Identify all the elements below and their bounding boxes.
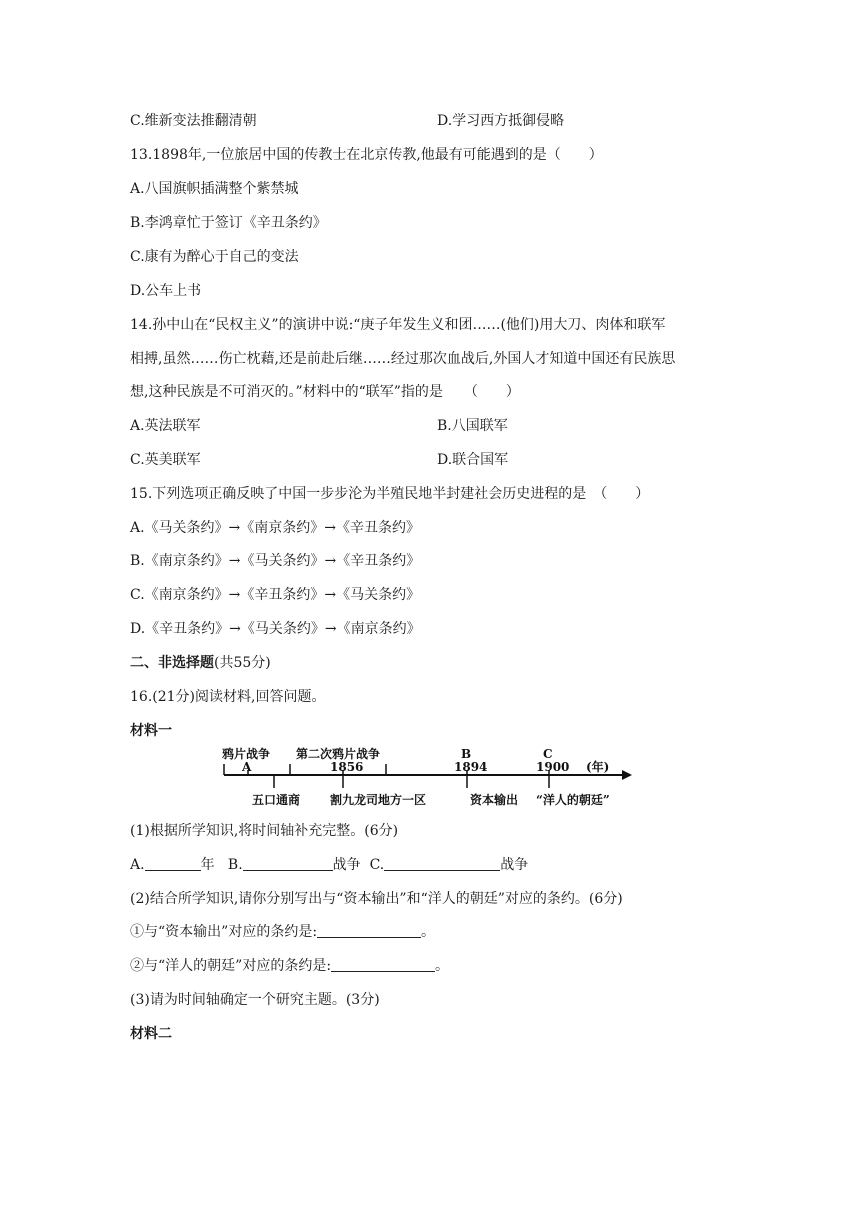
material-2-label: 材料二 — [130, 1026, 172, 1042]
q16-sub2-1 — [130, 922, 435, 942]
label-year-1856: 1856 — [330, 760, 364, 774]
sub2-1-blank[interactable] — [317, 922, 421, 938]
q14-option-a: A.英法联军 — [130, 418, 201, 434]
sub2-2-text: ②与“洋人的朝廷”对应的条约是: — [130, 958, 332, 974]
q13-option-d: D.公车上书 — [130, 283, 202, 299]
q15-stem: 15.下列选项正确反映了中国一步步沦为半殖民地半封建社会历史进程的是 （ ） — [130, 486, 650, 502]
label-b: B — [461, 747, 472, 761]
fill-c-prefix: C. — [369, 857, 385, 873]
sub2-1-text: ①与“资本输出”对应的条约是: — [130, 924, 318, 940]
q13-option-b: B.李鸿章忙于签订《辛丑条约》 — [130, 215, 327, 231]
fill-a-prefix: A. — [130, 857, 145, 873]
label-capital-export: 资本输出 — [470, 793, 519, 807]
fill-b-prefix: B. — [227, 857, 243, 873]
sub2-2-blank[interactable] — [331, 956, 435, 972]
timeline-arrow-icon — [622, 770, 632, 780]
label-a: A — [242, 760, 252, 774]
q15-option-a: A.《马关条约》→《南京条约》→《辛丑条约》 — [130, 520, 421, 536]
q16-sub1-fill — [130, 855, 528, 875]
label-opium-war: 鸦片战争 — [222, 747, 271, 761]
q13-option-c: C.康有为醉心于自己的变法 — [130, 249, 299, 265]
label-second-opium-war: 第二次鸦片战争 — [296, 747, 381, 761]
history-timeline — [220, 744, 640, 810]
section-title: 二、非选择题 — [130, 655, 214, 671]
q15-option-b: B.《南京条约》→《马关条约》→《辛丑条约》 — [130, 553, 421, 569]
fill-b-blank[interactable] — [243, 855, 333, 871]
q16-sub1: (1)根据所学知识,将时间轴补充完整。(6分) — [130, 823, 399, 839]
q13-stem: 13.1898年,一位旅居中国的传教士在北京传教,他最有可能遇到的是（ ） — [130, 147, 603, 163]
q15-option-c: C.《南京条约》→《辛丑条约》→《马关条约》 — [130, 587, 421, 603]
sub2-1-period: 。 — [421, 924, 436, 940]
q14-option-c: C.英美联军 — [130, 452, 201, 468]
q16-sub2: (2)结合所学知识,请你分别写出与“资本输出”和“洋人的朝廷”对应的条约。(6分) — [130, 891, 623, 907]
fill-c-suffix: 战争 — [500, 857, 529, 873]
label-year-1894: 1894 — [454, 760, 488, 774]
q16-sub2-2 — [130, 956, 449, 976]
q16-stem: 16.(21分)阅读材料,回答问题。 — [130, 689, 326, 705]
label-year-unit: (年) — [586, 760, 610, 774]
label-foreigners-court: “洋人的朝廷” — [536, 793, 610, 807]
q12-option-d: D.学习西方抵御侵略 — [437, 113, 565, 129]
q14-stem-line: 相搏,虽然……伤亡枕藉,还是前赴后继……经过那次血战后,外国人才知道中国还有民族思 — [130, 351, 676, 367]
fill-a-blank[interactable] — [145, 855, 201, 871]
fill-a-suffix: 年 — [200, 857, 215, 873]
section-score: (共55分) — [214, 655, 271, 671]
sub2-2-period: 。 — [435, 958, 450, 974]
fill-c-blank[interactable] — [384, 855, 500, 871]
material-1-label: 材料一 — [130, 723, 172, 739]
label-year-1900: 1900 — [536, 760, 570, 774]
label-c: C — [543, 747, 553, 761]
q14-option-d: D.联合国军 — [437, 452, 509, 468]
q13-option-a: A.八国旗帜插满整个紫禁城 — [130, 181, 299, 197]
q12-option-c: C.维新变法推翻清朝 — [130, 113, 257, 129]
section-heading — [130, 653, 271, 673]
q14-option-b: B.八国联军 — [437, 418, 508, 434]
fill-b-suffix: 战争 — [332, 857, 361, 873]
q15-option-d: D.《辛丑条约》→《马关条约》→《南京条约》 — [130, 621, 421, 637]
q14-stem-line: 想,这种民族是不可消灭的。”材料中的“联军”指的是 （ ） — [130, 384, 520, 400]
q16-sub3: (3)请为时间轴确定一个研究主题。(3分) — [130, 992, 380, 1008]
label-kowloon: 割九龙司地方一区 — [330, 793, 427, 807]
q14-stem-line: 14.孙中山在“民权主义”的演讲中说:“庚子年发生义和团……(他们)用大刀、肉体和联军 — [130, 317, 666, 333]
label-five-ports: 五口通商 — [252, 793, 301, 807]
